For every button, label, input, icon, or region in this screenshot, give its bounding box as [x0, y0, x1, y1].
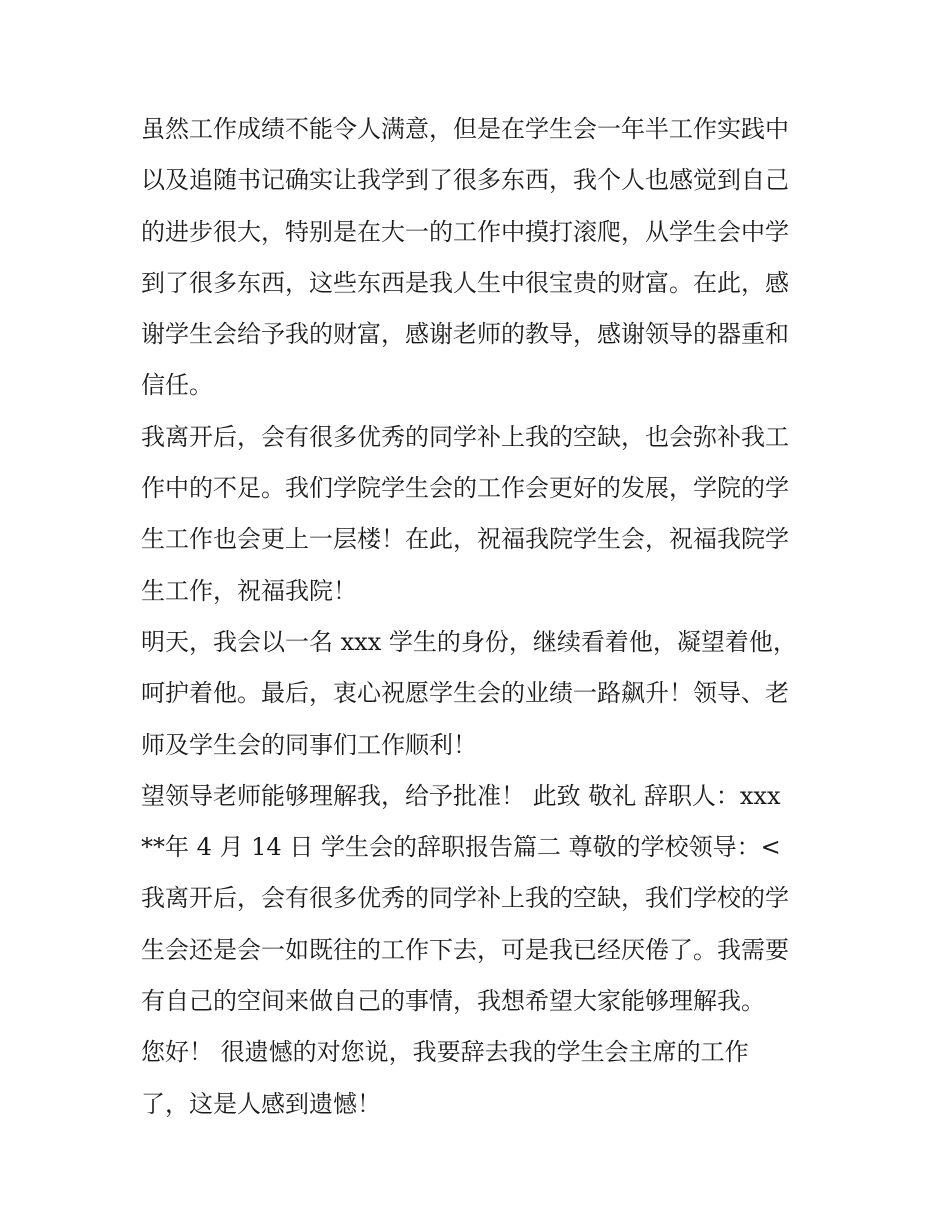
text-line: 的进步很大，特别是在大一的工作中摸打滚爬，从学生会中学	[141, 217, 789, 246]
text-line: **年 4 月 14 日 学生会的辞职报告篇二 尊敬的学校领导：<	[141, 833, 781, 862]
text-line: 明天，我会以一名 xxx 学生的身份，继续看着他，凝望着他，	[141, 627, 797, 656]
text-line: 您好！ 很遗憾的对您说，我要辞去我的学生会主席的工作	[141, 1038, 749, 1067]
text-line: 生工作，祝福我院！	[141, 576, 357, 605]
text-line: 我离开后，会有很多优秀的同学补上我的空缺，也会弥补我工	[141, 422, 789, 451]
text-line: 呵护着他。最后，衷心祝愿学生会的业绩一路飙升！领导、老	[141, 679, 789, 708]
text-line: 我离开后，会有很多优秀的同学补上我的空缺，我们学校的学	[141, 884, 789, 913]
text-line: 信任。	[141, 371, 213, 400]
text-line: 有自己的空间来做自己的事情，我想希望大家能够理解我。	[141, 987, 765, 1016]
text-line: 生会还是会一如既往的工作下去，可是我已经厌倦了。我需要	[141, 935, 789, 964]
text-line: 作中的不足。我们学院学生会的工作会更好的发展，学院的学	[141, 474, 789, 503]
text-line: 生工作也会更上一层楼！在此，祝福我院学生会，祝福我院学	[141, 525, 789, 554]
text-line: 了，这是人感到遗憾！	[141, 1089, 381, 1118]
text-line: 谢学生会给予我的财富，感谢老师的教导，感谢领导的器重和	[141, 320, 789, 349]
text-line: 师及学生会的同事们工作顺利！	[141, 730, 477, 759]
text-line: 望领导老师能够理解我，给予批准！ 此致 敬礼 辞职人：xxx	[141, 781, 781, 810]
document-body	[141, 104, 821, 1130]
text-line: 虽然工作成绩不能令人满意，但是在学生会一年半工作实践中	[141, 115, 789, 143]
text-line: 以及追随书记确实让我学到了很多东西，我个人也感觉到自己	[141, 166, 789, 195]
text-line: 到了很多东西，这些东西是我人生中很宝贵的财富。在此，感	[141, 268, 789, 297]
